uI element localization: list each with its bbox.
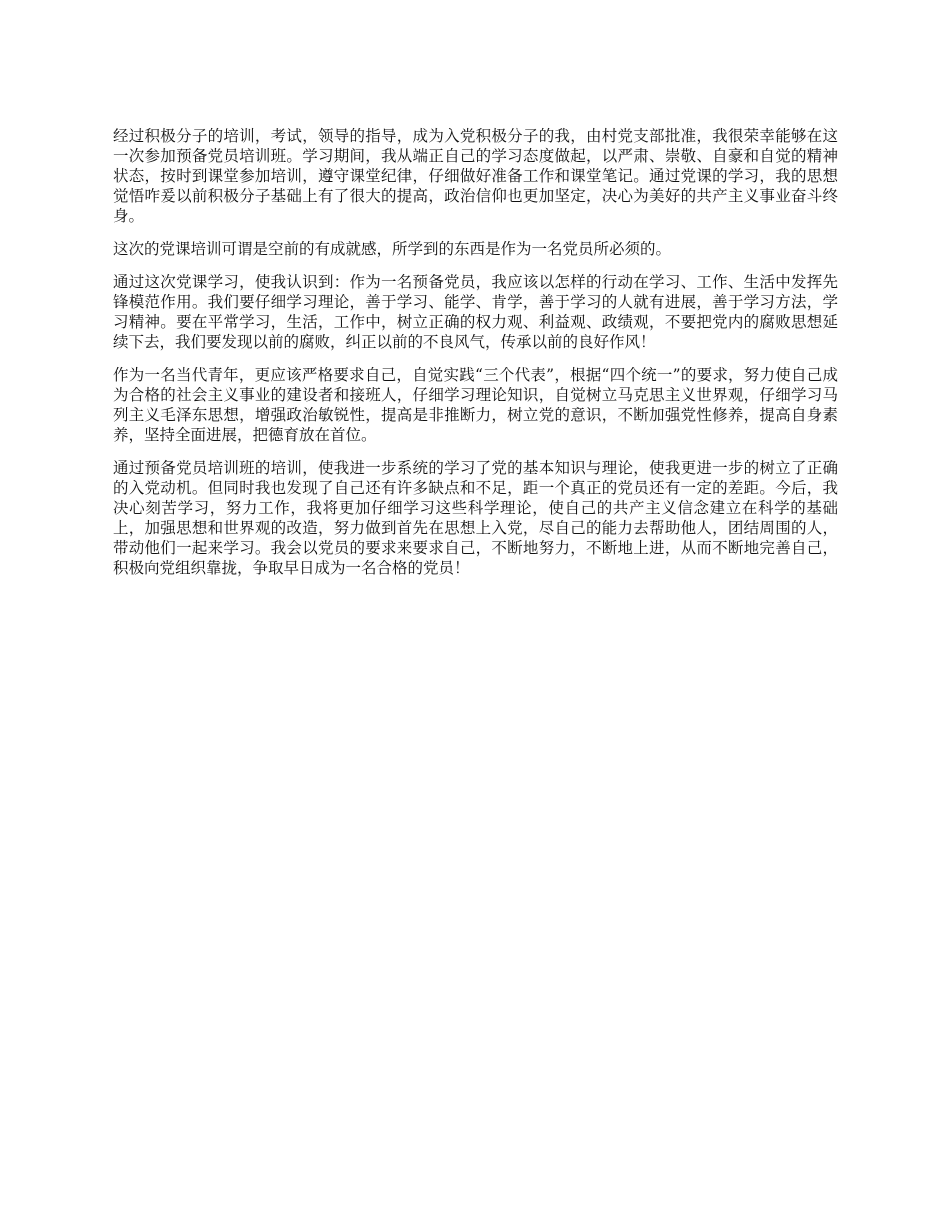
paragraph-4: 作为一名当代青年，更应该严格要求自己，自觉实践“三个代表”，根据“四个统一”的要求，努力使自己成为合格的社会主义事业的建设者和接班人，仔细学习理论知识，自觉树立马克思主义世界观，仔细学习马列主义毛泽东思想，增强政治敏锐性，提高是非推断力，树立党的意识，不断加强党性修养，提高自身素养，坚持全面进展，把德育放在首位。 [113, 366, 838, 444]
paragraph-2: 这次的党课培训可谓是空前的有成就感，所学到的东西是作为一名党员所必须的。 [113, 240, 672, 258]
paragraph-3: 通过这次党课学习，使我认识到：作为一名预备党员，我应该以怎样的行动在学习、工作、生活中发挥先锋模范作用。我们要仔细学习理论，善于学习、能学、肯学，善于学习的人就有进展，善于学习方法，学习精神。要在平常学习，生活，工作中，树立正确的权力观、利益观、政绩观，不要把党内的腐败思想延续下去，我们要发现以前的腐败，纠正以前的不良风气，传承以前的良好作风！ [113, 273, 838, 351]
paragraph-5: 通过预备党员培训班的培训，使我进一步系统的学习了党的基本知识与理论，使我更进一步的树立了正确的入党动机。但同时我也发现了自己还有许多缺点和不足，距一个真正的党员还有一定的差距。今后，我决心刻苦学习，努力工作，我将更加仔细学习这些科学理论，使自己的共产主义信念建立在科学的基础上，加强思想和世界观的改造，努力做到首先在思想上入党，尽自己的能力去帮助他人，团结周围的人，带动他们一起来学习。我会以党员的要求来要求自己，不断地努力，不断地上进，从而不断地完善自己，积极向党组织靠拢，争取早日成为一名合格的党员！ [113, 459, 838, 577]
document-body [113, 126, 838, 591]
paragraph-1: 经过积极分子的培训，考试，领导的指导，成为入党积极分子的我，由村党支部批准，我很荣幸能够在这一次参加预备党员培训班。学习期间，我从端正自己的学习态度做起，以严肃、崇敬、自豪和自觉的精神状态，按时到课堂参加培训，遵守课堂纪律，仔细做好准备工作和课堂笔记。通过党课的学习，我的思想觉悟咋爰以前积极分子基础上有了很大的提高，政治信仰也更加坚定，决心为美好的共产主义事业奋斗终身。 [113, 127, 838, 225]
